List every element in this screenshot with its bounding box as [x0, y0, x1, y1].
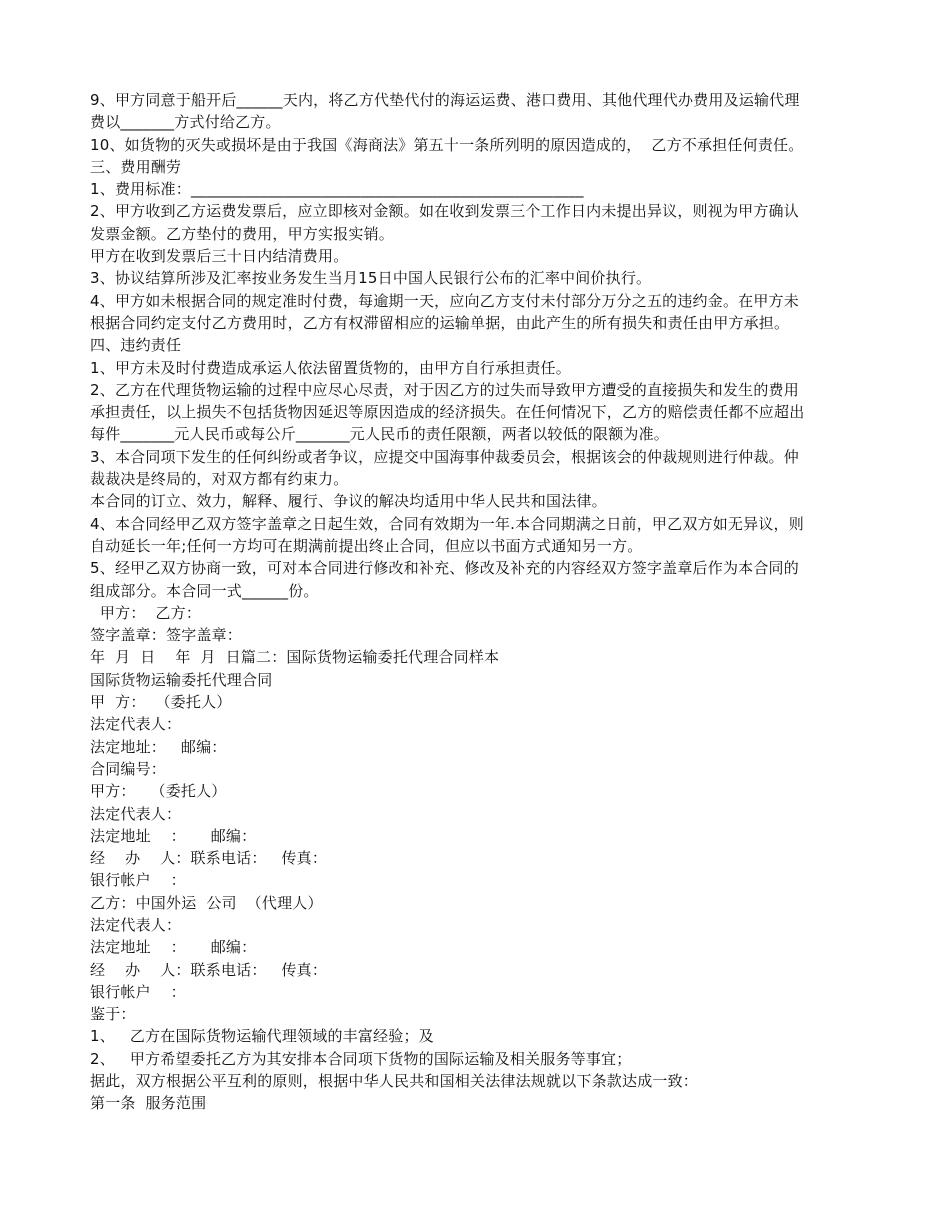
document-body — [90, 89, 860, 1115]
signature-line: 签字盖章：签字盖章： — [90, 626, 243, 645]
text-line: 1、费用标准：___________________________________________________ — [90, 180, 584, 199]
text-line: 鉴于： — [90, 1005, 136, 1024]
party-field: 经 办 人：联系电话： 传真： — [90, 960, 328, 979]
text-line: 本合同的订立、效力，解释、履行、争议的解决均适用中华人民共和国法律。 — [90, 492, 607, 511]
text-line: 2、甲方收到乙方运费发票后，应立即核对金额。如在收到发票三个工作日内未提出异议，则视为甲方确认 — [90, 202, 799, 221]
party-field: 法定地址 ： 邮编： — [90, 826, 257, 845]
text-line: 1、甲方未及时付费造成承运人依法留置货物的，由甲方自行承担责任。 — [90, 358, 571, 377]
date-line: 年 月 日 年 月 日篇二：国际货物运输委托代理合同样本 — [90, 648, 500, 667]
text-line: 2、 甲方希望委托乙方为其安排本合同项下货物的国际运输及相关服务等事宜； — [90, 1049, 632, 1068]
text-line: 每件_______元人民币或每公斤_______元人民币的责任限额，两者以较低的限额为准。 — [90, 425, 670, 444]
text-line: 1、 乙方在国际货物运输代理领域的丰富经验；及 — [90, 1027, 434, 1046]
text-line: 2、乙方在代理货物运输的过程中应尽心尽责，对于因乙方的过失而导致甲方遭受的直接损失和发生的费用 — [90, 380, 799, 399]
text-line: 3、本合同项下发生的任何纠纷或者争议，应提交中国海事仲裁委员会，根据该会的仲裁规则进行仲裁。仲 — [90, 447, 799, 466]
document-title: 国际货物运输委托代理合同 — [90, 670, 273, 689]
party-field: 合同编号： — [90, 759, 167, 778]
section-heading: 四、违约责任 — [90, 336, 182, 355]
text-line: 发票金额。乙方垫付的费用，甲方实报实销。 — [90, 224, 395, 243]
text-line: 裁裁决是终局的，对双方都有约束力。 — [90, 470, 349, 489]
party-field: 银行帐户 ： — [90, 982, 186, 1001]
section-heading: 三、费用酬劳 — [90, 157, 182, 176]
text-line: 4、本合同经甲乙双方签字盖章之日起生效，合同有效期为一年.本合同期满之日前，甲乙双方如无异议，则 — [90, 514, 804, 533]
party-field: 法定地址 ： 邮编： — [90, 938, 257, 957]
party-field: 乙方：中国外运 公司 （代理人） — [90, 893, 323, 912]
text-line: 根据合同约定支付乙方费用时，乙方有权滞留相应的运输单据，由此产生的所有损失和责任由甲方承担。 — [90, 313, 790, 332]
text-line: 组成部分。本合同一式______份。 — [90, 581, 319, 600]
article-heading: 第一条 服务范围 — [90, 1094, 207, 1113]
party-field: 法定代表人： — [90, 915, 182, 934]
party-field: 法定地址： 邮编： — [90, 737, 227, 756]
text-line: 3、协议结算所涉及汇率按业务发生当月15日中国人民银行公布的汇率中间价执行。 — [90, 269, 652, 288]
party-field: 法定代表人： — [90, 715, 182, 734]
party-field: 银行帐户 ： — [90, 871, 186, 890]
party-field: 经 办 人：联系电话： 传真： — [90, 849, 328, 868]
text-line: 据此，双方根据公平互利的原则，根据中华人民共和国相关法律法规就以下条款达成一致： — [90, 1072, 699, 1091]
party-field: 甲 方： （委托人） — [90, 693, 232, 712]
signature-line: 甲方： 乙方： — [90, 603, 202, 622]
text-line: 5、经甲乙双方协商一致，可对本合同进行修改和补充、修改及补充的内容经双方签字盖章后作为本合同的 — [90, 559, 799, 578]
text-line: 4、甲方如未根据合同的规定准时付费，每逾期一天，应向乙方支付未付部分万分之五的违约金。在甲方未 — [90, 291, 799, 310]
text-line: 自动延长一年;任何一方均可在期满前提出终止合同，但应以书面方式通知另一方。 — [90, 536, 643, 555]
text-line: 9、甲方同意于船开后______天内，将乙方代垫代付的海运运费、港口费用、其他代理代办费用及运输代理 — [90, 91, 800, 109]
party-field: 甲方： （委托人） — [90, 782, 227, 801]
text-line: 费以_______方式付给乙方。 — [90, 113, 281, 132]
party-field: 法定代表人： — [90, 804, 182, 823]
text-line: 甲方在收到发票后三十日内结清费用。 — [90, 247, 349, 266]
text-line: 承担责任，以上损失不包括货物因延迟等原因造成的经济损失。在任何情况下，乙方的赔偿责任都不应超出 — [90, 403, 805, 422]
text-line: 10、如货物的灭失或损坏是由于我国《海商法》第五十一条所列明的原因造成的， 乙方不承担任何责任。 — [90, 135, 804, 154]
